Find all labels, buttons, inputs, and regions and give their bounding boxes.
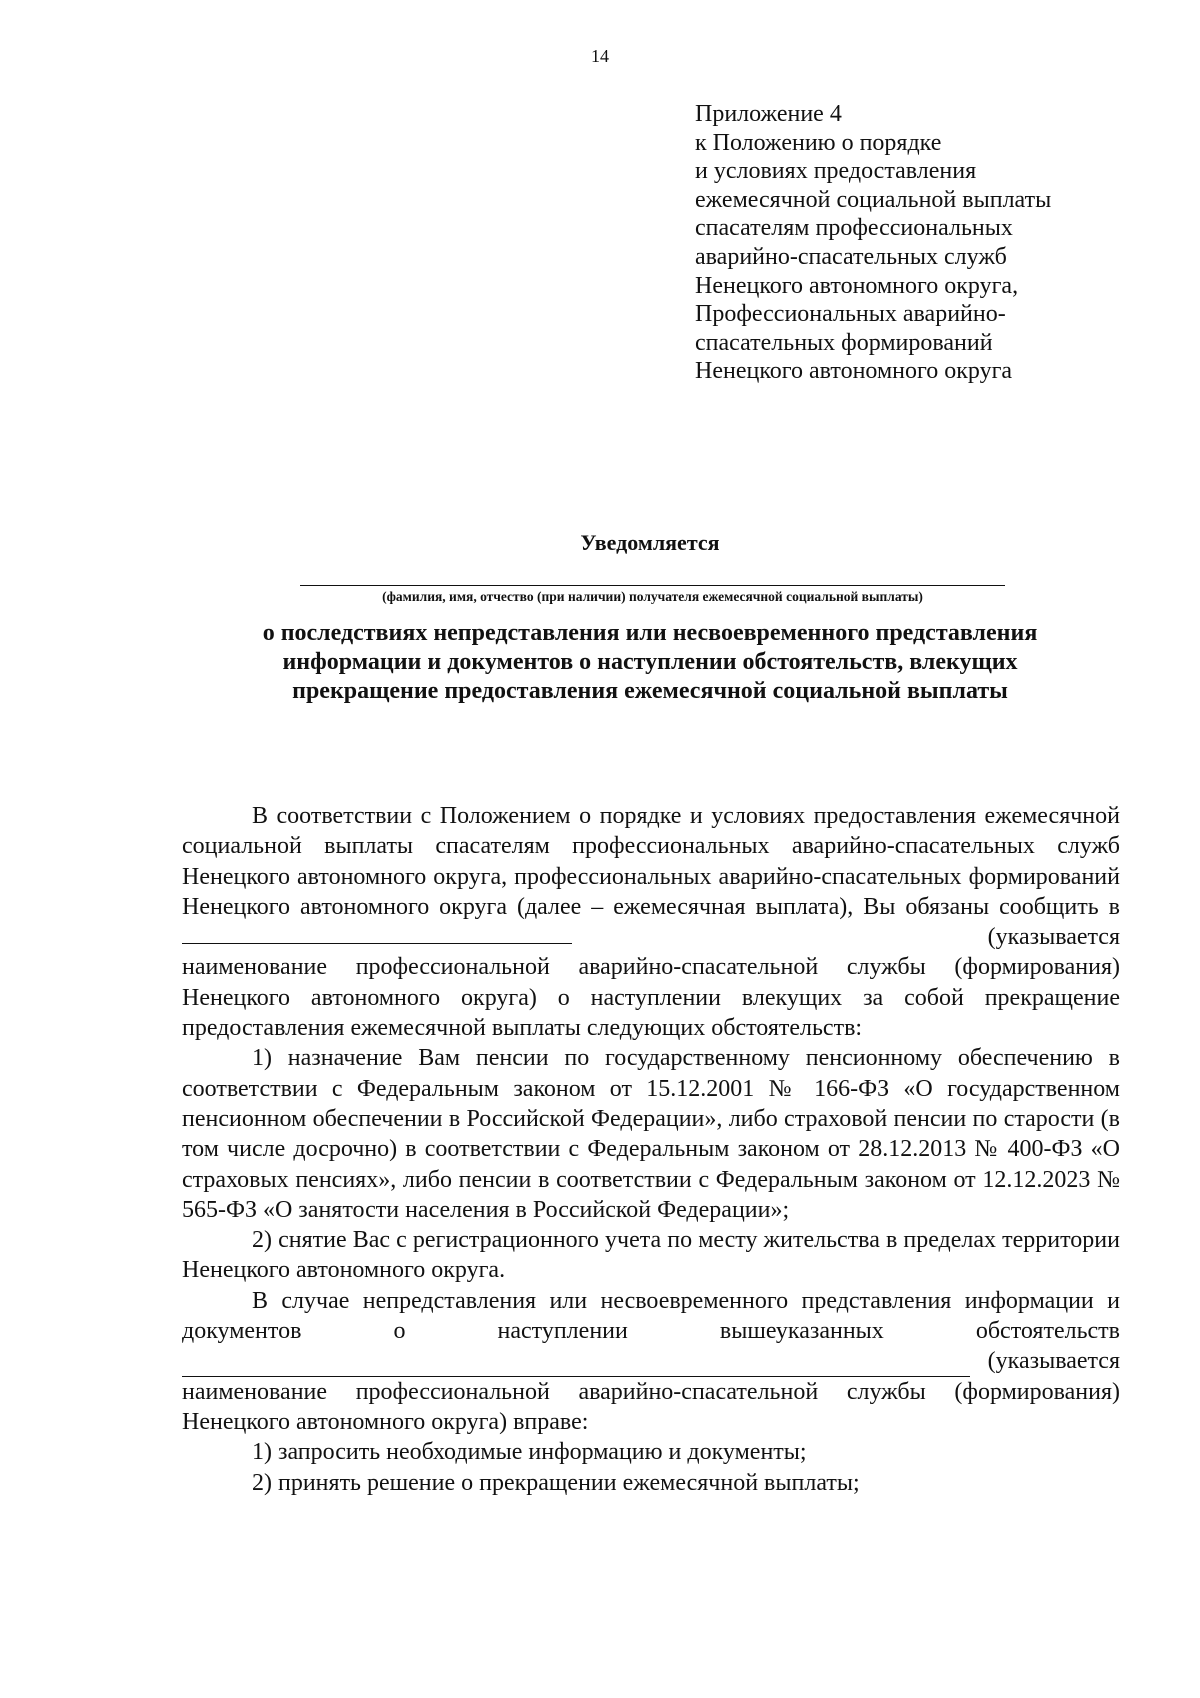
notice-title: Уведомляется xyxy=(580,530,720,555)
appendix-line: Профессиональных аварийно- xyxy=(695,301,1006,328)
list-item-deregistration: 2) снятие Вас с регистрационного учета по месту жительства в пределах территории Ненецкого автономного округа. xyxy=(182,1227,1120,1284)
paragraph-text: (указывается xyxy=(987,1348,1120,1375)
organization-blank xyxy=(182,1358,970,1377)
recipient-name-caption: (фамилия, имя, отчество (при наличии) получателя ежемесячной социальной выплаты) xyxy=(382,589,923,604)
paragraph-text: (указывается xyxy=(987,924,1120,951)
paragraph-consequences: В случае непредставления или несвоевременного представления информации и документов о наступлении вышеуказанных обстоятельств xyxy=(182,1287,1120,1345)
appendix-line: Ненецкого автономного округа xyxy=(695,358,1013,385)
document-body xyxy=(182,801,1120,1498)
appendix-line: аварийно-спасательных служб xyxy=(695,243,1007,270)
organization-blank-row xyxy=(182,1346,1120,1376)
paragraph-obligation xyxy=(182,801,1120,952)
appendix-line: к Положению о порядке xyxy=(695,129,942,156)
appendix-line: Приложение 4 xyxy=(695,101,842,127)
appendix-line: Ненецкого автономного округа, xyxy=(695,272,1019,299)
paragraph-consequences-end: наименование профессиональной аварийно-спасательной службы (формирования) Ненецкого автономного округа) вправе: xyxy=(182,1378,1120,1435)
paragraph-obligation-end: наименование профессиональной аварийно-спасательной службы (формирования) Ненецкого автономного округа) о наступлении влекущих за собой прекращение предоставления ежемесячной выплаты следующих обстоятельств: xyxy=(182,954,1120,1042)
notice-subject: о последствиях непредставления или несвоевременного представления информации и документов о наступлении обстоятельств, влекущих прекращение предоставления ежемесячной социальной выплаты xyxy=(262,620,1038,704)
appendix-line: ежемесячной социальной выплаты xyxy=(695,186,1052,213)
appendix-line: спасательных формирований xyxy=(695,329,993,356)
organization-blank xyxy=(182,925,572,944)
list-item-terminate-payment: 2) принять решение о прекращении ежемесячной выплаты; xyxy=(252,1469,860,1496)
paragraph-text: В соответствии с Положением о порядке и условиях предоставления ежемесячной социальной выплаты спасателям профессиональных аварийно-спасательных служб Ненецкого автономного округа, профессиональных аварийно-спасательных формирований Ненецкого автономного округа (далее – ежемесячная выплата), Вы обязаны сообщить в xyxy=(182,803,1120,920)
appendix-header xyxy=(695,100,1175,386)
list-item-request-documents: 1) запросить необходимые информацию и документы; xyxy=(252,1439,807,1466)
recipient-name-blank xyxy=(300,585,1005,586)
appendix-line: спасателям профессиональных xyxy=(695,215,1013,242)
page-number: 14 xyxy=(591,46,609,66)
list-item-pension: 1) назначение Вам пенсии по государственному пенсионному обеспечению в соответствии с Федеральным законом от 15.12.2001 № 166-ФЗ «О государственном пенсионном обеспечении в Российской Федерации», либо страховой пенсии по старости (в том числе досрочно) в соответствии с Федеральным законом от 28.12.2013 № 400-ФЗ «О страховых пенсиях», либо пенсии в соответствии с Федеральным законом от 12.12.2023 № 565-ФЗ «О занятости населения в Российской Федерации»; xyxy=(182,1045,1120,1223)
appendix-line: и условиях предоставления xyxy=(695,158,977,185)
